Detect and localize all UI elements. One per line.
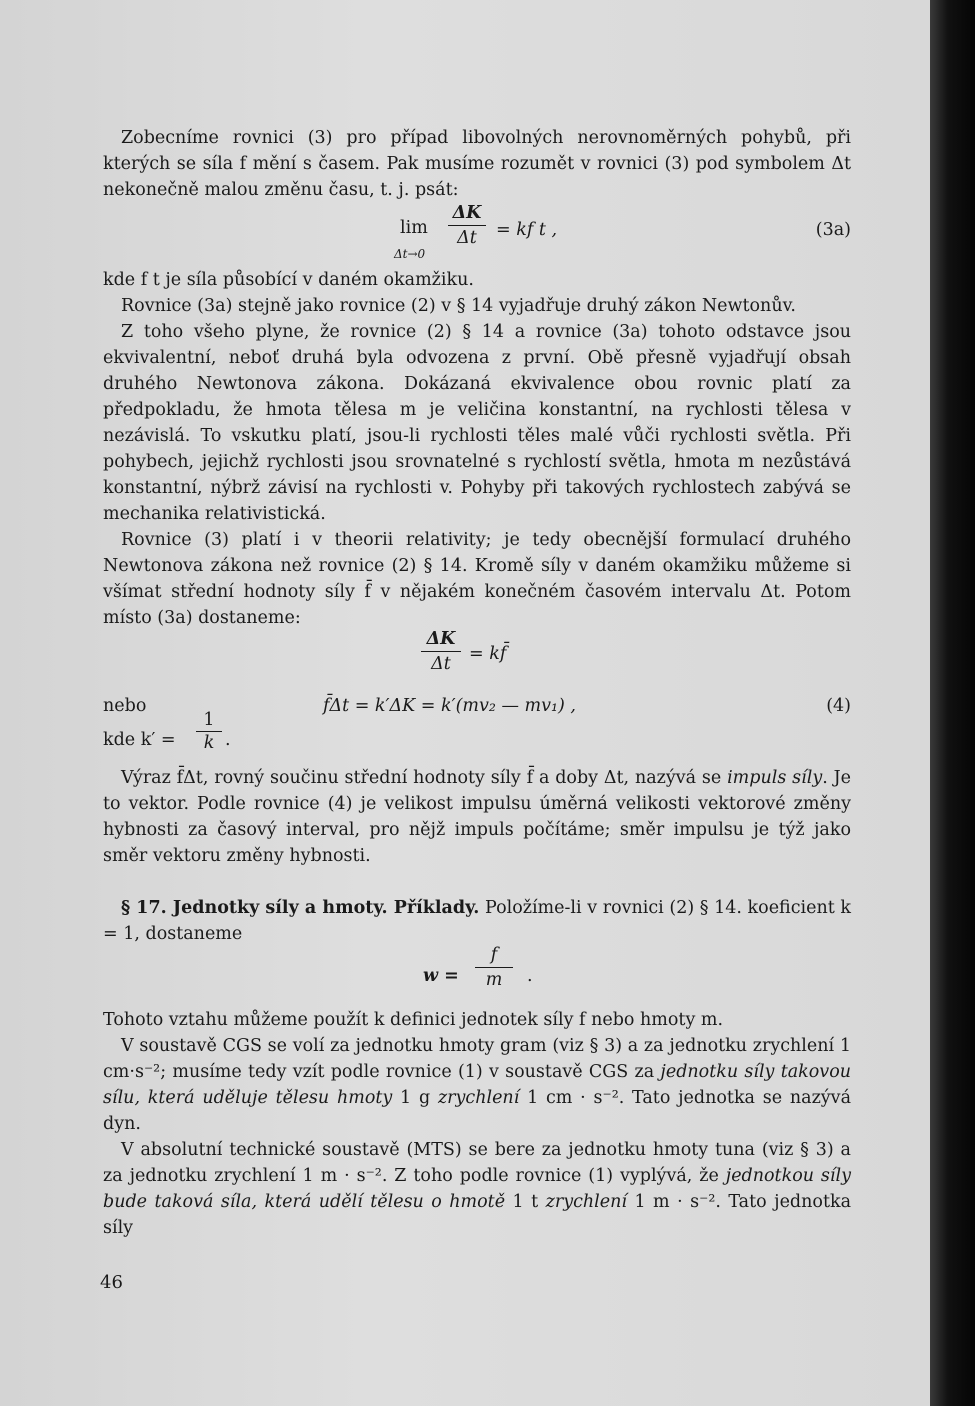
text-run: 1 m · s⁻². Tato jednotka síly <box>103 1192 852 1238</box>
lim-subscript: Δt→0 <box>394 247 426 261</box>
text-run: Položíme-li v rovnici (2) § 14. koeficient k = 1, dostaneme <box>103 898 851 944</box>
k-definition <box>103 710 851 765</box>
fraction <box>196 709 222 754</box>
fraction-numerator: 1 <box>203 710 215 730</box>
text-run: 1 cm · s⁻². Tato jednotka se nazývá dyn. <box>103 1088 851 1134</box>
equation-body: f̄Δt = k′ΔK = k′(mv₂ — mv₁) , <box>323 696 576 716</box>
paragraph: kde f t je síla působící v daném okamžiku. <box>103 270 474 290</box>
equation-number: (3a) <box>815 220 851 240</box>
paragraph: Rovnice (3a) stejně jako rovnice (2) v § 14 vyjadřuje druhý zákon Newtonův. <box>121 296 796 316</box>
equation-w <box>103 947 851 1007</box>
k-suffix: . <box>225 730 231 750</box>
section-title: § 17. Jednotky síly a hmoty. Příklady. <box>121 898 480 918</box>
equation-rhs: = kf t , <box>496 220 558 240</box>
paragraph <box>103 765 851 869</box>
equation-number: (4) <box>826 696 851 716</box>
text-run: 1 g <box>392 1088 438 1108</box>
fraction-numerator: f <box>490 945 498 965</box>
text-run: . Je to vektor. Podle rovnice (4) je velikost impulsu úměrná velikosti vektorové změny hybnosti za časový interval, pro nějž impuls počítáme; směr impulsu je týž jako směr vektoru změny hybnosti. <box>103 768 851 866</box>
text-emphasis: zrychlení <box>545 1192 627 1212</box>
k-prefix: kde k′ = <box>103 730 176 750</box>
equation-lhs: w = <box>423 966 459 986</box>
text-run: V absolutní technické soustavě (MTS) se bere za jednotku hmoty tuna (viz § 3) a za jednotku zrychlení 1 m · s⁻². Z toho podle rovnice (1) vyplývá, že <box>103 1140 851 1186</box>
text-run: 1 t <box>505 1192 546 1212</box>
book-spine <box>930 0 975 1406</box>
text-emphasis: zrychlení <box>437 1088 520 1108</box>
text-run: Výraz f̄Δt, rovný součinu střední hodnoty síly f̄ a doby Δt, nazývá se <box>121 768 728 788</box>
paragraph: Zobecníme rovnici (3) pro případ libovolných nerovnoměrných pohybů, při kterých se síla f mění s časem. Pak musíme rozumět v rovnici (3) pod symbolem Δt nekonečně malou změnu času, t. j. psát: <box>103 128 851 200</box>
fraction-numerator: ΔK <box>452 203 482 223</box>
paragraph <box>103 1137 851 1241</box>
equation-3a <box>103 203 851 265</box>
text-block <box>103 125 851 1241</box>
equation-mean-force <box>103 631 851 693</box>
text-run: V soustavě CGS se volí za jednotku hmoty gram (viz § 3) a za jednotku zrychlení 1 cm·s⁻²; musíme tedy vzít podle rovnice (1) v soustavě CGS za <box>103 1036 851 1082</box>
fraction-denominator: Δt <box>457 228 477 248</box>
paragraph: Rovnice (3) platí i v theorii relativity; je tedy obecnější formulací druhého Newtonova zákona než rovnice (2) § 14. Kromě síly v daném okamžiku můžeme si všímat střední hodnoty síly f̄ v nějakém konečném časovém intervalu Δt. Potom místo (3a) dostaneme: <box>103 530 851 628</box>
text-emphasis: jednotkou síly bude taková síla, která udělí tělesu o hmotě <box>103 1166 851 1212</box>
paragraph: Z toho všeho plyne, že rovnice (2) § 14 a rovnice (3a) tohoto odstavce jsou ekvivalentní, neboť druhá byla odvozena z první. Obě přesně vyjadřují obsah druhého Newtonova zákona. Dokázaná ekvivalence obou rovnic platí za předpokladu, že hmota tělesa m je veličina konstantní, na rychlosti tělesa v nezávislá. To vskutku platí, jsou-li rychlosti těles malé vůči rychlosti světla. Při pohybech, jejichž rychlosti jsou srovnatelné s rychlostí světla, hmota m nezůstává konstantní, nýbrž závisí na rychlosti v. Pohyby při takových rychlostech zabývá se mechanika relativistická. <box>103 322 851 524</box>
fraction-denominator: Δt <box>431 654 451 674</box>
equation-prefix: nebo <box>103 696 147 716</box>
paragraph: Tohoto vztahu můžeme použít k definici jednotek síly f nebo hmoty m. <box>103 1010 724 1030</box>
paragraph <box>103 1033 851 1137</box>
section-heading-paragraph <box>103 895 851 947</box>
fraction-numerator: ΔK <box>426 629 456 649</box>
equation-rhs: = kf̄ <box>469 644 507 664</box>
fraction-denominator: m <box>485 970 503 990</box>
fraction <box>475 943 513 992</box>
text-emphasis: impuls síly <box>727 768 823 788</box>
lim-operator: lim <box>400 218 428 238</box>
fraction-denominator: k <box>203 733 215 753</box>
fraction <box>448 201 486 250</box>
text-emphasis: jednotku síly takovou sílu, která uděluje tělesu hmoty <box>103 1062 851 1108</box>
page-number: 46 <box>100 1272 123 1293</box>
fraction <box>421 627 461 676</box>
equation-suffix: . <box>527 966 533 986</box>
